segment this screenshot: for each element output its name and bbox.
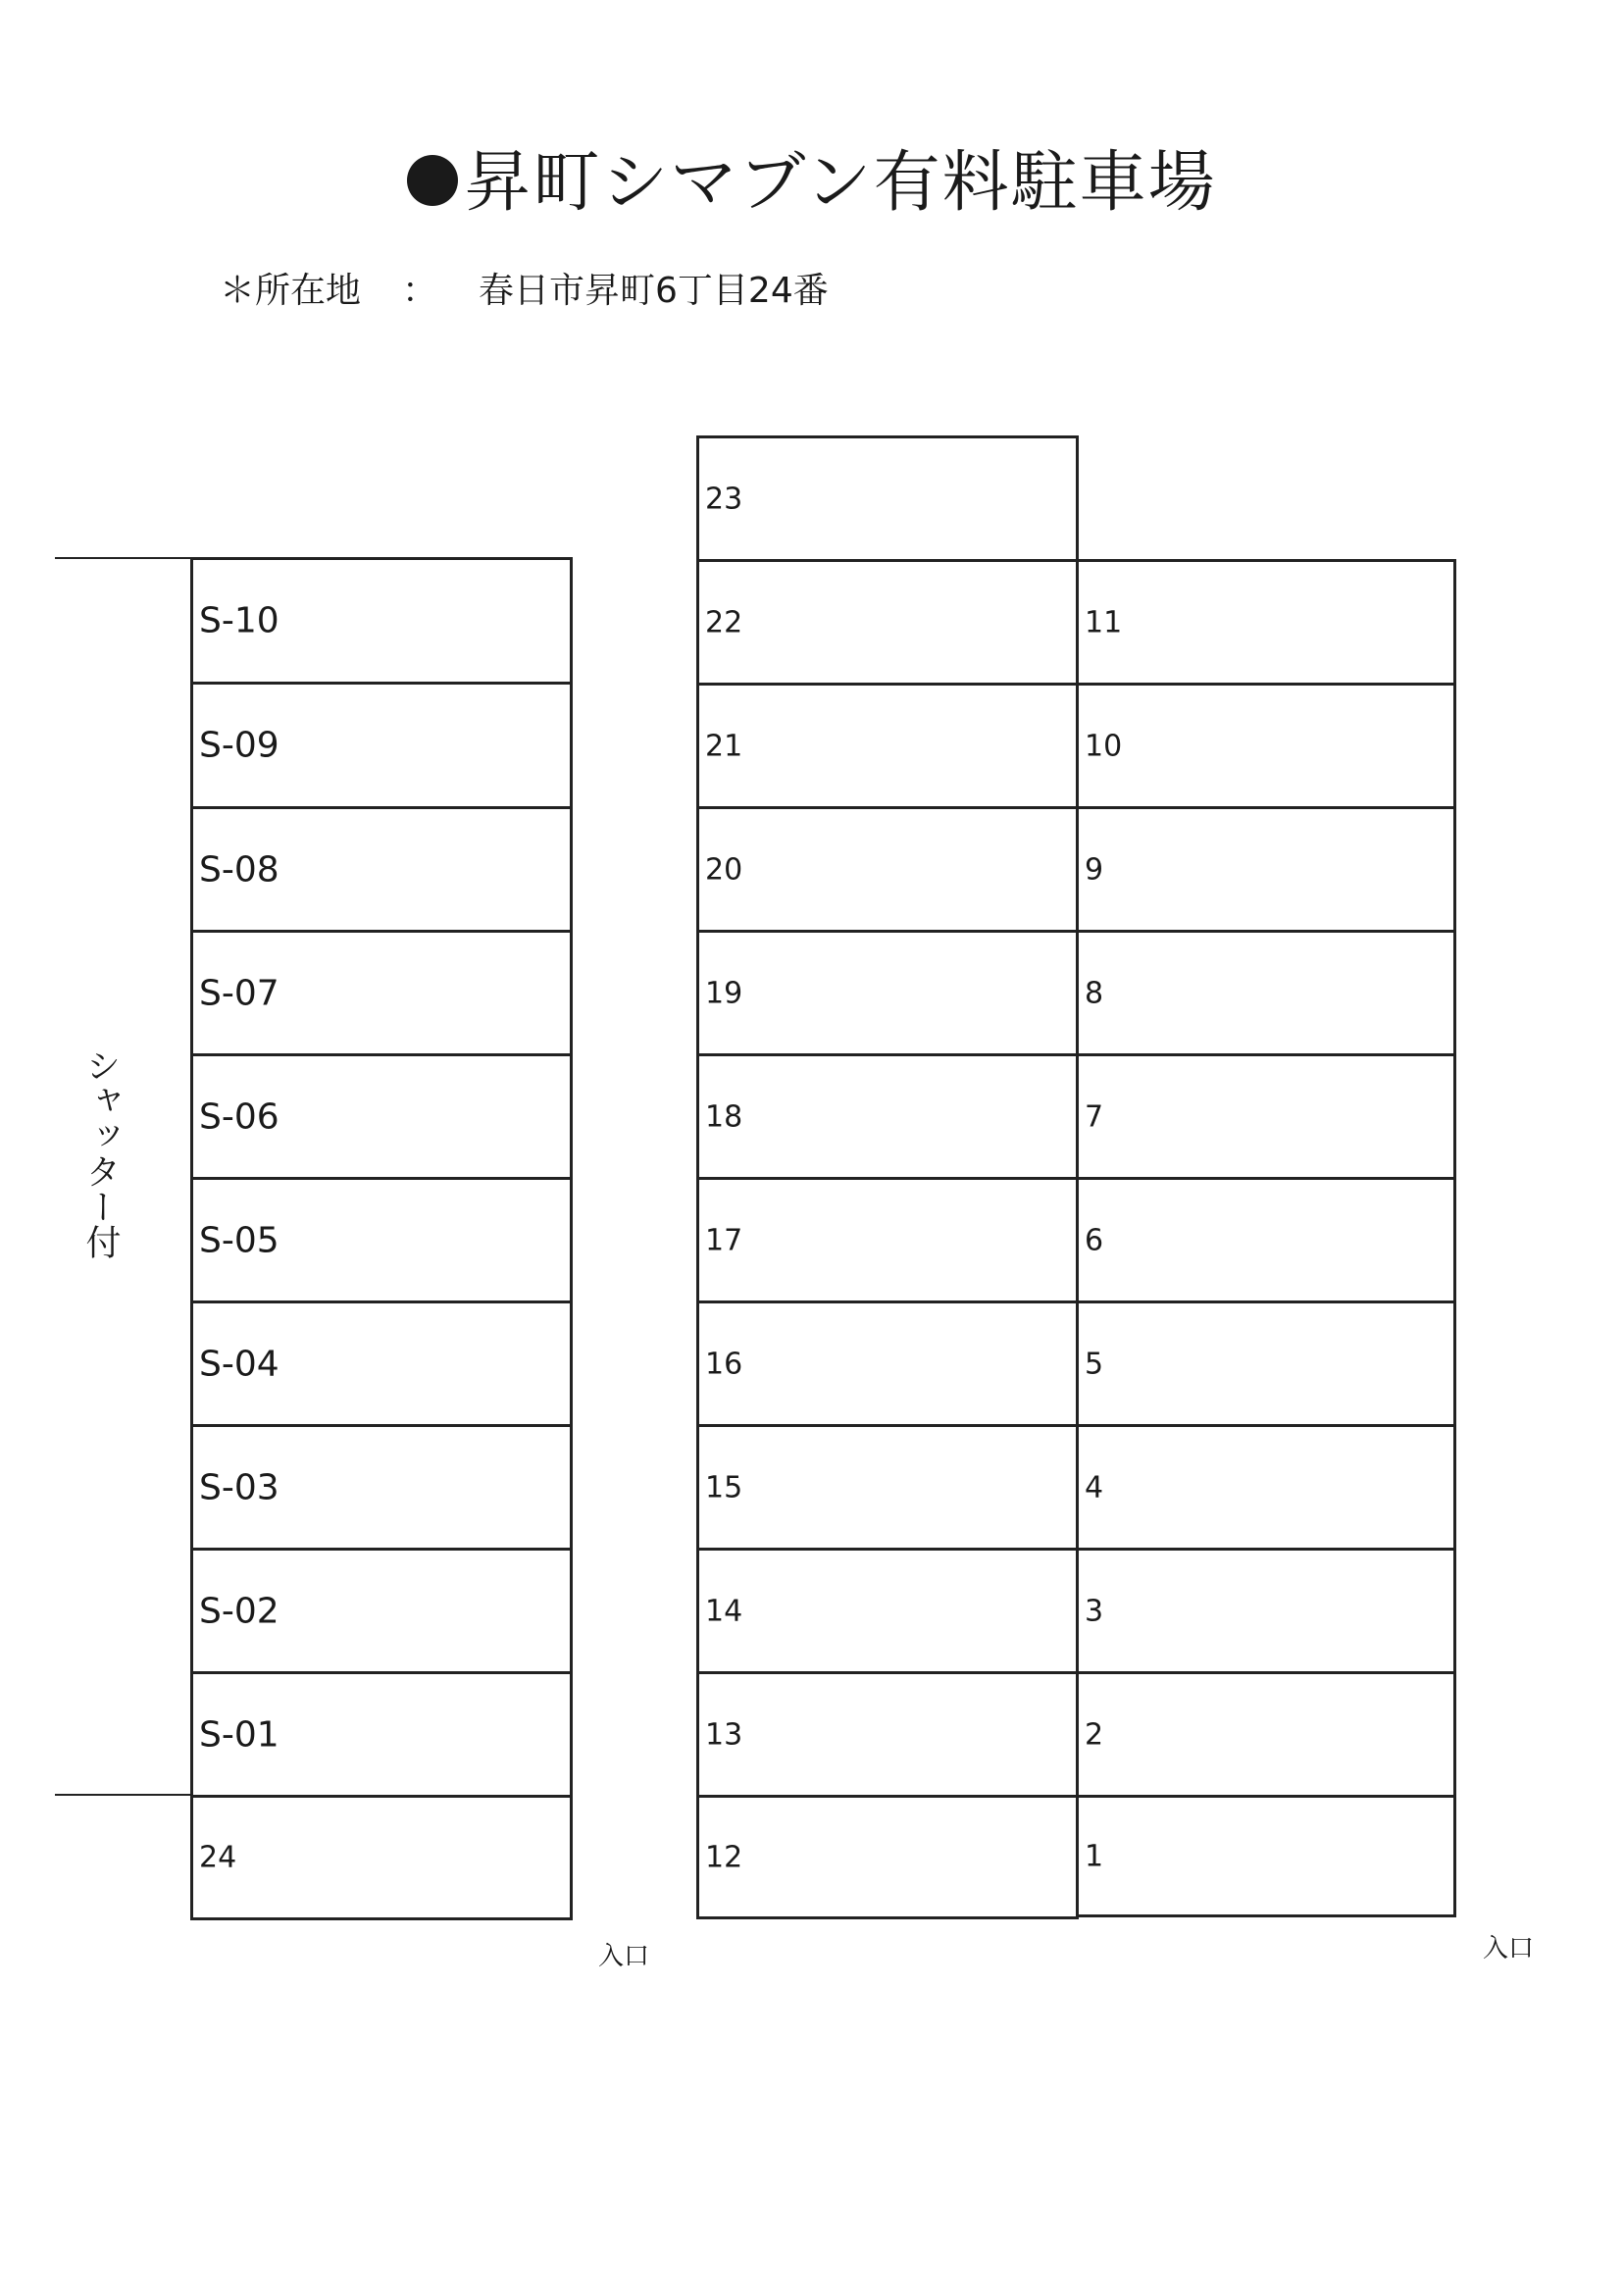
parking-space-13 [696, 1671, 1079, 1798]
parking-space-s-09 [190, 682, 573, 809]
shutter-boundary-bottom [55, 1794, 192, 1796]
space-label: 1 [1085, 1839, 1104, 1873]
space-label: 20 [705, 852, 743, 887]
space-label: S-10 [199, 600, 279, 641]
space-label: 17 [705, 1223, 743, 1257]
space-label: S-03 [199, 1467, 279, 1508]
parking-space-12 [696, 1795, 1079, 1919]
shutter-boundary-top [55, 557, 192, 559]
space-label: 19 [705, 976, 743, 1010]
title-text: 昇町シマブン有料駐車場 [464, 144, 1217, 222]
parking-space-s-03 [190, 1424, 573, 1552]
parking-space-15 [696, 1424, 1079, 1551]
address-separator: ： [402, 271, 438, 311]
parking-space-4 [1076, 1424, 1456, 1551]
address-line [220, 263, 829, 313]
parking-space-s-05 [190, 1177, 573, 1304]
parking-space-17 [696, 1177, 1079, 1303]
space-label: S-02 [199, 1591, 279, 1632]
parking-space-24 [190, 1795, 573, 1920]
parking-space-s-07 [190, 930, 573, 1057]
space-label: 24 [199, 1840, 237, 1875]
parking-space-9 [1076, 806, 1456, 933]
parking-space-8 [1076, 930, 1456, 1056]
space-label: 22 [705, 605, 743, 639]
space-label: S-01 [199, 1714, 279, 1756]
parking-space-11 [1076, 559, 1456, 686]
parking-space-18 [696, 1053, 1079, 1180]
parking-space-s-10 [190, 557, 573, 685]
parking-space-20 [696, 806, 1079, 933]
space-label: 23 [705, 482, 743, 516]
space-label: 12 [705, 1840, 743, 1874]
space-label: 7 [1085, 1099, 1104, 1134]
parking-space-s-04 [190, 1300, 573, 1428]
parking-space-s-02 [190, 1548, 573, 1675]
space-label: 14 [705, 1594, 743, 1628]
space-label: 2 [1085, 1717, 1104, 1752]
shutter-label: シャッター付 [80, 1047, 121, 1259]
space-label: 21 [705, 729, 743, 763]
space-label: 5 [1085, 1347, 1104, 1381]
parking-space-7 [1076, 1053, 1456, 1180]
parking-space-21 [696, 683, 1079, 809]
space-label: S-06 [199, 1096, 279, 1138]
space-label: S-04 [199, 1344, 279, 1385]
space-label: 11 [1085, 605, 1123, 639]
space-label: 10 [1085, 729, 1123, 763]
parking-space-s-01 [190, 1671, 573, 1799]
address-label: ＊所在地 [220, 271, 362, 311]
space-label: 4 [1085, 1470, 1104, 1504]
parking-space-6 [1076, 1177, 1456, 1303]
space-label: 18 [705, 1099, 743, 1134]
bullet-dot-icon [407, 155, 458, 206]
parking-space-2 [1076, 1671, 1456, 1798]
space-label: S-05 [199, 1220, 279, 1261]
parking-space-s-08 [190, 806, 573, 934]
parking-space-3 [1076, 1548, 1456, 1674]
space-label: 13 [705, 1717, 743, 1752]
address-value: 春日市昇町6丁目24番 [479, 271, 829, 311]
space-label: S-07 [199, 973, 279, 1014]
entrance-label-right: 入口 [1483, 1934, 1535, 1963]
parking-space-19 [696, 930, 1079, 1056]
parking-space-22 [696, 559, 1079, 686]
space-label: 9 [1085, 852, 1104, 887]
space-label: 15 [705, 1470, 743, 1504]
parking-space-5 [1076, 1300, 1456, 1427]
space-label: 6 [1085, 1223, 1104, 1257]
space-label: 16 [705, 1347, 743, 1381]
parking-space-s-06 [190, 1053, 573, 1181]
page-title [0, 129, 1624, 225]
parking-space-14 [696, 1548, 1079, 1674]
parking-space-1 [1076, 1795, 1456, 1917]
space-label: 3 [1085, 1594, 1104, 1628]
space-label: S-08 [199, 849, 279, 891]
parking-space-16 [696, 1300, 1079, 1427]
parking-space-10 [1076, 683, 1456, 809]
space-label: 8 [1085, 976, 1104, 1010]
entrance-label-left: 入口 [598, 1942, 650, 1971]
parking-space-23 [696, 435, 1079, 562]
space-label: S-09 [199, 725, 279, 766]
